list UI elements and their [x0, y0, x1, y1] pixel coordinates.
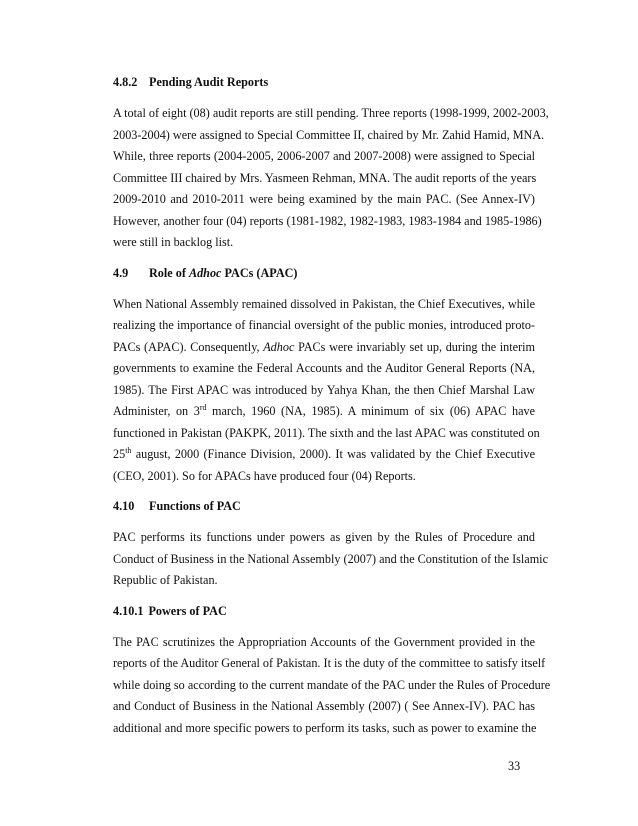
text-line: while doing so according to the current mandate of the PAC under the Rules of Procedure — [113, 677, 551, 692]
text-line — [113, 337, 535, 359]
text-line: PAC performs its functions under powers as given by the Rules of Procedure and — [113, 530, 535, 544]
text-line: A total of eight (08) audit reports are still pending. Three reports (1998-1999, 2002-2003, — [113, 106, 549, 120]
text-line: Republic of Pakistan. — [113, 573, 218, 587]
section-title: Pending Audit Reports — [149, 75, 269, 89]
section-title-italic: Adhoc — [188, 265, 222, 280]
text-line — [113, 401, 535, 423]
text-line: 1985). The First APAC was introduced by Yahya Khan, the then Chief Marshal Law — [113, 382, 535, 397]
superscript: th — [125, 446, 132, 455]
paragraph-powers-of-pac — [113, 632, 551, 740]
section-number: 4.10 — [113, 499, 135, 513]
section-heading-4-10 — [113, 498, 535, 515]
superscript: rd — [199, 403, 207, 412]
text-line: reports of the Auditor General of Pakistan. It is the duty of the committee to satisfy itself — [113, 656, 546, 670]
page-number: 33 — [508, 759, 521, 773]
text-line: 2003-2004) were assigned to Special Committee II, chaired by Mr. Zahid Hamid, MNA. — [113, 127, 545, 142]
section-number: 4.10.1 — [113, 603, 144, 618]
section-heading-4-10-1 — [113, 603, 535, 620]
text-fragment: august, 2000 (Finance Division, 2000). It was validated by the Chief Executive — [131, 447, 535, 461]
section-heading-4-9 — [113, 265, 535, 282]
section-title-pre: Role of — [149, 265, 189, 280]
text-line — [113, 444, 535, 466]
text-line: Committee III chaired by Mrs. Yasmeen Rehman, MNA. The audit reports of the years — [113, 170, 537, 185]
text-line: (CEO, 2001). So for APACs have produced four (04) Reports. — [113, 468, 416, 483]
text-line: Conduct of Business in the National Assembly (2007) and the Constitution of the Islamic — [113, 551, 548, 566]
text-fragment: march, 1960 (NA, 1985). A minimum of six (06) APAC have — [206, 404, 535, 418]
paragraph-pending-audit-reports — [113, 103, 549, 254]
text-line: additional and more specific powers to perform its tasks, such as power to examine the — [113, 720, 537, 735]
paragraph-functions-of-pac — [113, 527, 548, 592]
paragraph-role-of-adhoc-pacs — [113, 294, 540, 488]
text-line: governments to examine the Federal Accounts and the Auditor General Reports (NA, — [113, 361, 535, 375]
text-line: When National Assembly remained dissolved in Pakistan, the Chief Executives, while — [113, 296, 535, 311]
section-heading-4-8-2 — [113, 74, 535, 91]
document-page — [113, 68, 551, 739]
text-line: The PAC scrutinizes the Appropriation Accounts of the Government provided in the — [113, 634, 535, 649]
text-fragment: PACs (APAC). Consequently, — [113, 339, 264, 354]
text-line: and Conduct of Business in the National Assembly (2007) ( See Annex-IV). PAC has — [113, 699, 535, 713]
section-title: Powers of PAC — [148, 603, 227, 618]
text-line: While, three reports (2004-2005, 2006-2007 and 2007-2008) were assigned to Special — [113, 149, 535, 163]
italic-fragment: Adhoc — [263, 339, 295, 354]
section-title-post: PACs (APAC) — [221, 265, 298, 280]
text-fragment: Administer, on 3 — [113, 404, 200, 418]
section-title: Functions of PAC — [149, 499, 241, 513]
text-line: realizing the importance of financial oversight of the public monies, introduced proto- — [113, 318, 535, 332]
section-number: 4.9 — [113, 265, 129, 280]
text-line: 2009-2010 and 2010-2011 were being examined by the main PAC. (See Annex-IV) — [113, 192, 535, 206]
text-line: functioned in Pakistan (PAKPK, 2011). The sixth and the last APAC was constituted on — [113, 425, 540, 440]
text-fragment: PACs were invariably set up, during the interim — [294, 339, 535, 354]
text-line: were still in backlog list. — [113, 235, 234, 249]
text-fragment: 25 — [113, 447, 126, 461]
section-number: 4.8.2 — [113, 75, 138, 89]
text-line: However, another four (04) reports (1981-1982, 1982-1983, 1983-1984 and 1985-1986) — [113, 213, 542, 228]
